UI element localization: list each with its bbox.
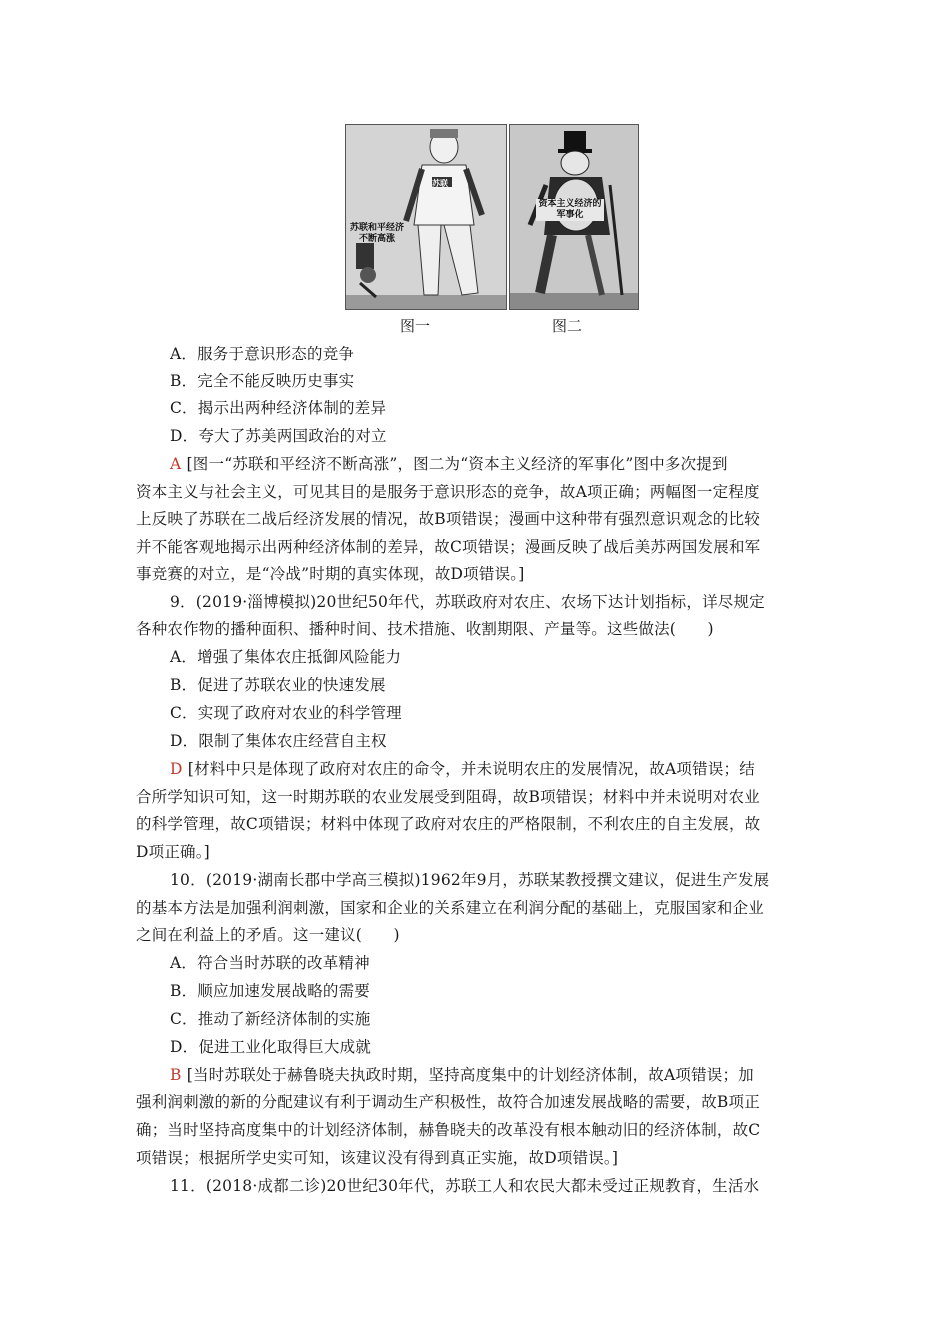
q9-explanation-line-2: 合所学知识可知，这一时期苏联的农业发展受到阻碍，故B项错误；材料中并未说明对农业 (136, 788, 760, 806)
q10-explanation-line-3: 确；当时坚持高度集中的计划经济体制，赫鲁晓夫的改革没有根本触动旧的经济体制，故C (136, 1121, 761, 1139)
figure-two-image (509, 124, 639, 310)
q8-explanation-line-5: 事竞赛的对立，是“冷战”时期的真实体现，故D项错误。] (136, 565, 525, 583)
q9-answer: D (170, 760, 183, 778)
q8-explanation-line-3: 上反映了苏联在二战后经济发展的情况，故B项错误；漫画中这种带有强烈意识观念的比较 (136, 510, 760, 528)
figure-two-caption: 图二 (552, 317, 583, 335)
q9-stem-line-1: 9．(2019·淄博模拟)20世纪50年代，苏联政府对农庄、农场下达计划指标，详尽规定 (170, 593, 765, 611)
q8-option-c: C．揭示出两种经济体制的差异 (170, 399, 387, 417)
q9-option-b: B．促进了苏联农业的快速发展 (170, 676, 386, 694)
q10-explanation-line-1 (170, 1065, 754, 1085)
q10-answer: B (170, 1066, 182, 1084)
q10-explanation-line-2: 强利润刺激的新的分配建议有利于调动生产积极性，故符合加速发展战略的需要，故B项正 (136, 1093, 760, 1111)
figure-one-image (345, 124, 507, 310)
cartoon-figures (345, 124, 637, 308)
q8-option-b: B．完全不能反映历史事实 (170, 372, 355, 390)
q8-option-d: D．夸大了苏美两国政治的对立 (170, 427, 387, 445)
q10-stem-line-2: 的基本方法是加强利润刺激，国家和企业的关系建立在利润分配的基础上，克服国家和企业 (136, 899, 765, 917)
figure-two-text: 资本主义经济的军事化 (536, 199, 604, 221)
q10-stem-line-3: 之间在利益上的矛盾。这一建议( ) (136, 926, 400, 944)
q10-option-d: D．促进工业化取得巨大成就 (170, 1038, 372, 1056)
q9-stem-line-2: 各种农作物的播种面积、播种时间、技术措施、收割期限、产量等。这些做法( ) (136, 620, 714, 638)
q10-option-c: C．推动了新经济体制的实施 (170, 1010, 371, 1028)
q8-answer: A (170, 455, 182, 473)
figure-one-label: 苏联 (432, 178, 448, 188)
q10-explanation-text: [当时苏联处于赫鲁晓夫执政时期，坚持高度集中的计划经济体制，故A项错误；加 (186, 1066, 754, 1084)
figure-one-text: 苏联和平经济不断高涨 (350, 223, 405, 244)
q9-explanation-line-4: D项正确。] (136, 843, 210, 861)
q10-explanation-line-4: 项错误；根据所学史实可知，该建议没有得到真正实施，故D项错误。] (136, 1149, 619, 1167)
q9-option-a: A．增强了集体农庄抵御风险能力 (170, 648, 402, 666)
q10-option-a: A．符合当时苏联的改革精神 (170, 954, 370, 972)
q10-stem-line-1: 10．(2019·湖南长郡中学高三模拟)1962年9月，苏联某教授撰文建议，促进生产发展 (170, 871, 770, 889)
q11-stem-line-1: 11．(2018·成都二诊)20世纪30年代，苏联工人和农民大都未受过正规教育，生活水 (170, 1177, 760, 1195)
q8-explanation-line-1 (170, 454, 728, 474)
q8-explanation-line-4: 并不能客观地揭示出两种经济体制的差异，故C项错误；漫画反映了战后美苏两国发展和军 (136, 538, 761, 556)
q9-explanation-text: [材料中只是体现了政府对农庄的命令，并未说明农庄的发展情况，故A项错误；结 (187, 760, 755, 778)
q9-explanation-line-3: 的科学管理，故C项错误；材料中体现了政府对农庄的严格限制，不利农庄的自主发展，故 (136, 815, 761, 833)
q8-explanation-text: [图一“苏联和平经济不断高涨”，图二为“资本主义经济的军事化”图中多次提到 (186, 455, 728, 473)
q9-explanation-line-1 (170, 759, 755, 779)
q9-option-c: C．实现了政府对农业的科学管理 (170, 704, 402, 722)
q8-explanation-line-2: 资本主义与社会主义，可见其目的是服务于意识形态的竞争，故A项正确；两幅图一定程度 (136, 483, 760, 501)
q8-option-a: A．服务于意识形态的竞争 (170, 345, 355, 363)
q10-option-b: B．顺应加速发展战略的需要 (170, 982, 370, 1000)
worker-cartoon (346, 125, 506, 309)
figure-one-caption: 图一 (400, 317, 431, 335)
q9-option-d: D．限制了集体农庄经营自主权 (170, 732, 387, 750)
